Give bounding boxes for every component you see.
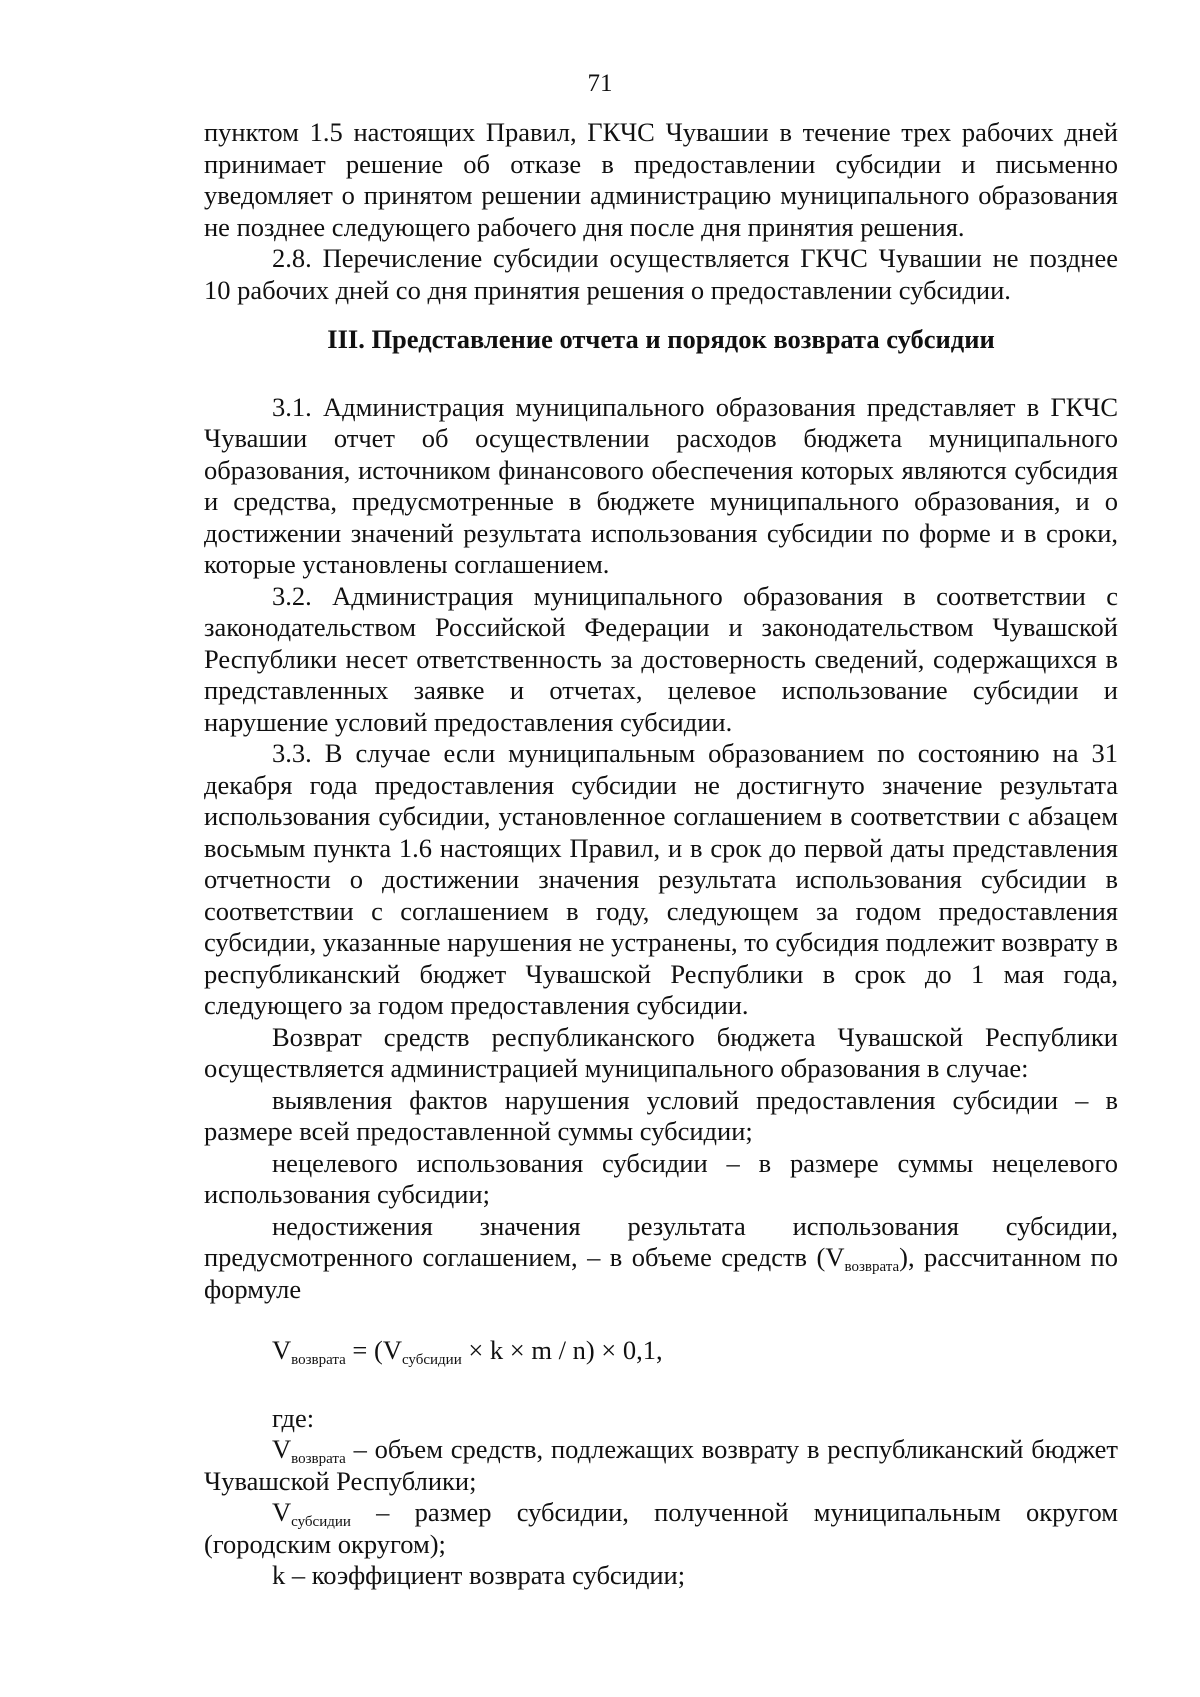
formula-v-subsidy: V	[382, 1335, 402, 1365]
paragraph-refund-intro: Возврат средств республиканского бюджета Чувашской Республики осуществляется администрацией муниципального образования в случае:	[204, 1021, 1118, 1083]
nonachievement-tail: ), рассчитанном по формуле	[204, 1242, 1118, 1304]
section-heading: III. Представление отчета и порядок возврата субсидии	[327, 324, 995, 354]
where-label: где:	[272, 1402, 315, 1433]
paragraph-3-3: 3.3. В случае если муниципальным образованием по состоянию на 31 декабря года предоставления субсидии не достигнуто значение результата использования субсидии, установленное соглашением в соответствии с абзацем восьмым пункта 1.6 настоящих Правил, и в срок до первой даты представления отчетности о достижении значения результата использования субсидии в соответствии с соглашением в году, следующем за годом предоставления субсидии, указанные нарушения не устранены, то субсидия подлежит возврату в республиканский бюджет Чувашской Республики в срок до 1 мая года, следующего за годом предоставления субсидии.	[204, 738, 1118, 1020]
paragraph-case-misuse: нецелевого использования субсидии – в размере суммы нецелевого использования субсидии;	[204, 1147, 1118, 1209]
formula-v-refund: V	[272, 1335, 292, 1365]
formula-rest: × k × m / n) × 0,1,	[461, 1335, 663, 1365]
document-body	[204, 117, 1118, 1592]
def1-var: V	[272, 1434, 292, 1464]
formula-v-refund-subscript: возврата	[291, 1352, 346, 1368]
page-number: 71	[587, 70, 613, 97]
paragraph-case-violation: выявления фактов нарушения условий предоставления субсидии – в размере всей предоставленной суммы субсидии;	[204, 1084, 1118, 1146]
nonachievement-text: недостижения значения результата использования субсидии, предусмотренного соглашением, – в объеме средств (	[204, 1210, 1118, 1272]
paragraph-case-nonachievement	[204, 1211, 1118, 1306]
paragraph-continuation: пунктом 1.5 настоящих Правил, ГКЧС Чувашии в течение трех рабочих дней принимает решение об отказе в предоставлении субсидии и письменно уведомляет о принятом решении администрацию муниципального образования не позднее следующего рабочего дня после дня принятия решения.	[204, 117, 1118, 242]
def2-text: – размер субсидии, полученной муниципальным округом (городским округом);	[204, 1497, 1118, 1559]
paragraph-2-8: 2.8. Перечисление субсидии осуществляется ГКЧС Чувашии не позднее 10 рабочих дней со дня принятия решения о предоставлении субсидии.	[204, 243, 1118, 305]
paragraph-3-2: 3.2. Администрация муниципального образования в соответствии с законодательством Российской Федерации и законодательством Чувашской Республики несет ответственность за достоверность сведений, содержащихся в представленных заявке и отчетах, целевое использование субсидии и нарушение условий предоставления субсидии.	[204, 580, 1118, 737]
formula	[204, 1335, 1118, 1367]
v-symbol: V	[825, 1242, 845, 1272]
def1-subscript: возврата	[291, 1451, 346, 1467]
formula-equals: = (	[345, 1335, 383, 1365]
paragraph-3-1: 3.1. Администрация муниципального образования представляет в ГКЧС Чувашии отчет об осуществлении расходов бюджета муниципального образования, источником финансового обеспечения которых являются субсидия и средства, предусмотренные в бюджете муниципального образования, и о достижении значений результата использования субсидии по форме и в сроки, которые установлены соглашением.	[204, 391, 1118, 579]
v-subscript: возврата	[844, 1259, 900, 1275]
def2-var: V	[272, 1497, 292, 1527]
def2-subscript: субсидии	[291, 1514, 351, 1530]
formula-v-subsidy-subscript: субсидии	[401, 1352, 462, 1368]
definition-k: k – коэффициент возврата субсидии;	[272, 1560, 686, 1590]
definition-v-refund	[204, 1434, 1118, 1497]
definition-v-subsidy	[204, 1497, 1118, 1560]
def1-text: – объем средств, подлежащих возврату в республиканский бюджет Чувашской Республики;	[204, 1434, 1118, 1496]
